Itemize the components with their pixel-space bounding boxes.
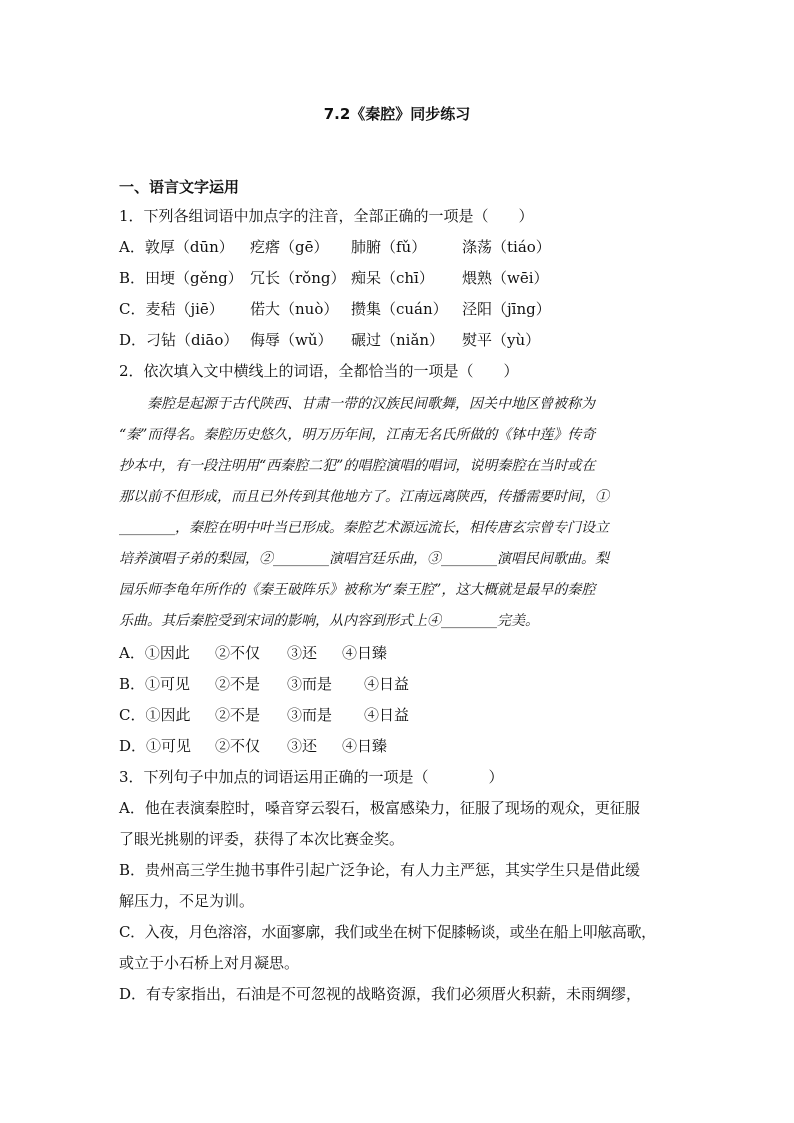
q1-option-a: [119, 237, 551, 257]
q3-option-a-line2: 了眼光挑剔的评委，获得了本次比赛金奖。: [119, 830, 405, 848]
passage-line: 抄本中，有一段注明用“西秦腔二犯”的唱腔演唱的唱词，说明秦腔在当时或在: [119, 458, 596, 474]
passage-line: 那以前不但形成，而且已外传到其他地方了。江南远离陕西，传播需要时间，①: [119, 489, 609, 505]
option-cell: 熨平（yù）: [462, 331, 541, 349]
option-cell: A．①因此: [119, 644, 190, 662]
option-cell: ③而是: [287, 675, 333, 693]
q3-stem: 3．下列句子中加点的词语运用正确的一项是（ ）: [119, 768, 504, 786]
option-cell: ②不仅: [215, 644, 261, 662]
q1-option-b: [119, 268, 549, 288]
option-cell: 痴呆（chī）: [351, 269, 434, 287]
option-cell: 冗长（rǒng）: [250, 269, 346, 287]
option-cell: 侮辱（wǔ）: [250, 331, 333, 349]
option-cell: ④日臻: [342, 737, 388, 755]
q2-option-c: [119, 705, 409, 725]
passage-line: 培养演唱子弟的梨园，②________演唱宫廷乐曲，③________演唱民间歌曲。梨: [119, 551, 609, 567]
option-cell: D．①可见: [119, 737, 192, 755]
q1-option-d: [119, 330, 540, 350]
option-cell: B．①可见: [119, 675, 191, 693]
option-cell: 肺腑（fǔ）: [351, 238, 427, 256]
page-title: 7.2《秦腔》同步练习: [323, 105, 471, 123]
option-cell: ④日益: [364, 706, 410, 724]
option-cell: 攒集（cuán）: [351, 300, 448, 318]
passage-line: “秦”而得名。秦腔历史悠久，明万历年间，江南无名氏所做的《钵中莲》传奇: [119, 427, 596, 443]
option-cell: B．田埂（gěng）: [119, 269, 243, 287]
option-cell: ③而是: [287, 706, 333, 724]
q3-option-b-line1: B．贵州高三学生抛书事件引起广泛争论，有人力主严惩，其实学生只是借此缓: [119, 861, 641, 879]
passage-line: ________，秦腔在明中叶当已形成。秦腔艺术源远流长，相传唐玄宗曾专门设立: [119, 520, 609, 536]
option-cell: 偌大（nuò）: [250, 300, 339, 318]
option-cell: ③还: [287, 644, 318, 662]
option-cell: 煨熟（wēi）: [462, 269, 549, 287]
q1-option-c: [119, 299, 551, 319]
passage-line: 乐曲。其后秦腔受到宋词的影响，从内容到形式上④________完美。: [119, 613, 539, 629]
option-cell: ④日臻: [342, 644, 388, 662]
option-cell: ②不是: [215, 706, 261, 724]
q3-option-d-line1: D．有专家指出，石油是不可忽视的战略资源，我们必须厝火积薪，未雨绸缪，: [119, 985, 642, 1003]
q2-stem: 2．依次填入文中横线上的词语，全都恰当的一项是（ ）: [119, 362, 519, 380]
option-cell: A．敦厚（dūn）: [119, 238, 234, 256]
q2-option-d: [119, 736, 387, 756]
option-cell: 泾阳（jīng）: [462, 300, 551, 318]
option-cell: ②不是: [215, 675, 261, 693]
option-cell: 涤荡（tiáo）: [462, 238, 551, 256]
passage-line: 秦腔是起源于古代陕西、甘肃一带的汉族民间歌舞，因关中地区曾被称为: [147, 396, 595, 412]
q2-option-b: [119, 674, 409, 694]
option-cell: C．①因此: [119, 706, 191, 724]
q3-option-c-line2: 或立于小石桥上对月凝思。: [119, 954, 300, 972]
q2-option-a: [119, 643, 387, 663]
option-cell: 碾过（niǎn）: [351, 331, 445, 349]
q1-stem: 1．下列各组词语中加点字的注音，全部正确的一项是（ ）: [119, 207, 534, 225]
option-cell: C．麦秸（jiē）: [119, 300, 224, 318]
q3-option-a-line1: A．他在表演秦腔时，嗓音穿云裂石，极富感染力，征服了现场的观众，更征服: [119, 799, 640, 817]
q3-option-b-line2: 解压力，不足为训。: [119, 892, 255, 910]
option-cell: ④日益: [364, 675, 410, 693]
option-cell: 疙瘩（gē）: [250, 238, 329, 256]
q3-option-c-line1: C．入夜，月色溶溶，水面寥廓，我们或坐在树下促膝畅谈，或坐在船上叩舷高歌，: [119, 923, 656, 941]
option-cell: ②不仅: [215, 737, 261, 755]
option-cell: D．刁钻（diāo）: [119, 331, 239, 349]
passage-line: 园乐师李龟年所作的《秦王破阵乐》被称为“秦王腔”，这大概就是最早的秦腔: [119, 582, 596, 598]
option-cell: ③还: [287, 737, 318, 755]
section-heading: 一、语言文字运用: [119, 178, 240, 196]
